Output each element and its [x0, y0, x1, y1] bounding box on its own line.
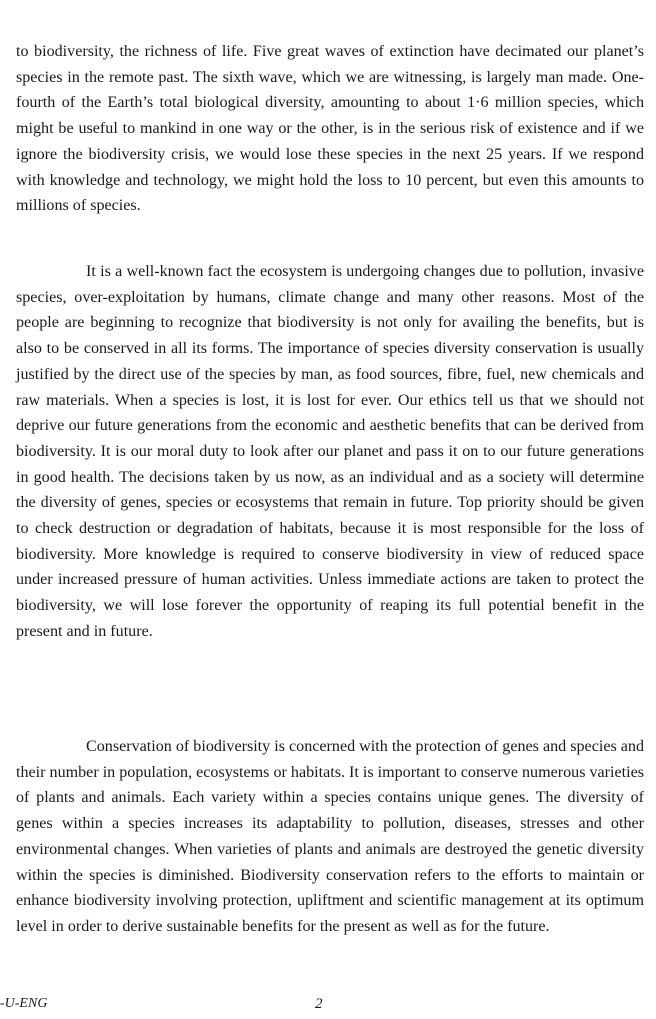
page-number: 2: [315, 996, 323, 1012]
paragraph-2: It is a well-known fact the ecosystem is undergoing changes due to pollution, invasive species, over-exploitation by humans, climate change and many other reasons. Most of the people are beginning to recognize that biodiversity is not only for availing the benefits, but is also to be conserved in all its forms. The importance of species diversity conservation is usually justified by the direct use of the species by man, as food sources, fibre, fuel, new chemicals and raw materials. When a species is lost, it is lost for ever. Our ethics tell us that we should not deprive our future generations from the economic and aesthetic benefits that can be derived from biodiversity. It is our moral duty to look after our planet and pass it on to our future generations in good health. The decisions taken by us now, as an individual and as a society will determine the diversity of genes, species or ecosystems that remain in future. Top priority should be given to check destruction or degradation of habitats, because it is most responsible for the loss of biodiversity. More knowledge is required to conserve biodiversity in view of reduced space under increased pressure of human activities. Unless immediate actions are taken to protect the biodiversity, we will lose forever the opportunity of reaping its full potential benefit in the present and in future.: [16, 263, 644, 640]
footer-code: -U-ENG: [0, 996, 48, 1011]
paragraph-3: Conservation of biodiversity is concerned with the protection of genes and species and their number in population, ecosystems or habitats. It is important to conserve numerous varieties of plants and animals. Each variety within a species contains unique genes. The diversity of genes within a species increases its adaptability to pollution, diseases, stresses and other environmental changes. When varieties of plants and animals are destroyed the genetic diversity within the species is diminished. Biodiversity conservation refers to the efforts to maintain or enhance biodiversity involving protection, upliftment and scientific management at its optimum level in order to derive sustainable benefits for the present as well as for the future.: [16, 738, 644, 935]
paragraph-1: to biodiversity, the richness of life. Five great waves of extinction have decimated our planet’s species in the remote past. The sixth wave, which we are witnessing, is largely man made. One-fourth of the Earth’s total biological diversity, amounting to about 1·6 million species, which might be useful to mankind in one way or the other, is in the serious risk of existence and if we ignore the biodiversity crisis, we would lose these species in the next 25 years. If we respond with knowledge and technology, we might hold the loss to 10 percent, but even this amounts to millions of species.: [16, 43, 644, 215]
